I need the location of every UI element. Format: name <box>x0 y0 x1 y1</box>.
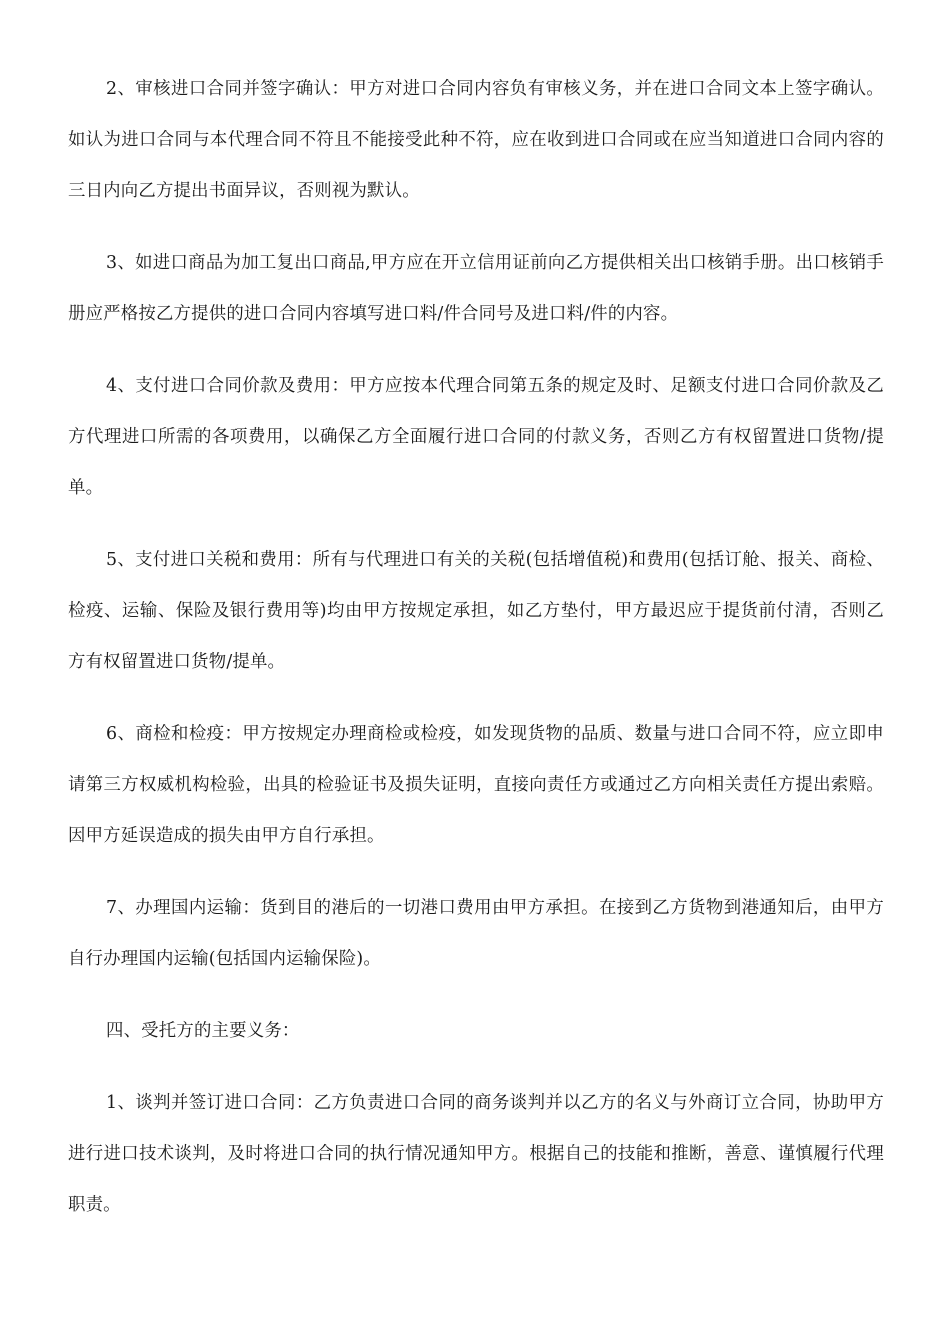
document-body <box>68 64 884 1252</box>
clause-4-payment: 4、支付进口合同价款及费用：甲方应按本代理合同第五条的规定及时、足额支付进口合同价款及乙方代理进口所需的各项费用，以确保乙方全面履行进口合同的付款义务，否则乙方有权留置进口货物/提单。 <box>68 376 884 498</box>
section-4-heading: 四、受托方的主要义务： <box>106 1021 300 1041</box>
clause-7-domestic-transport: 7、办理国内运输：货到目的港后的一切港口费用由甲方承担。在接到乙方货物到港通知后，由甲方自行办理国内运输(包括国内运输保险)。 <box>68 898 884 969</box>
clause-3-export-handbook: 3、如进口商品为加工复出口商品,甲方应在开立信用证前向乙方提供相关出口核销手册。出口核销手册应严格按乙方提供的进口合同内容填写进口料/件合同号及进口料/件的内容。 <box>68 253 884 324</box>
clause-5-tariffs-fees: 5、支付进口关税和费用：所有与代理进口有关的关税(包括增值税)和费用(包括订舱、报关、商检、检疫、运输、保险及银行费用等)均由甲方按规定承担，如乙方垫付，甲方最迟应于提货前付清，否则乙方有权留置进口货物/提单。 <box>68 550 884 672</box>
clause-1-negotiate-contract: 1、谈判并签订进口合同：乙方负责进口合同的商务谈判并以乙方的名义与外商订立合同，协助甲方进行进口技术谈判，及时将进口合同的执行情况通知甲方。根据自己的技能和推断，善意、谨慎履行代理职责。 <box>68 1093 884 1215</box>
clause-6-inspection: 6、商检和检疫：甲方按规定办理商检或检疫，如发现货物的品质、数量与进口合同不符，应立即申请第三方权威机构检验，出具的检验证书及损失证明，直接向责任方或通过乙方向相关责任方提出索赔。因甲方延误造成的损失由甲方自行承担。 <box>68 724 884 846</box>
clause-2-review-contract: 2、审核进口合同并签字确认：甲方对进口合同内容负有审核义务，并在进口合同文本上签字确认。如认为进口合同与本代理合同不符且不能接受此种不符，应在收到进口合同或在应当知道进口合同内容的三日内向乙方提出书面异议，否则视为默认。 <box>68 79 884 201</box>
